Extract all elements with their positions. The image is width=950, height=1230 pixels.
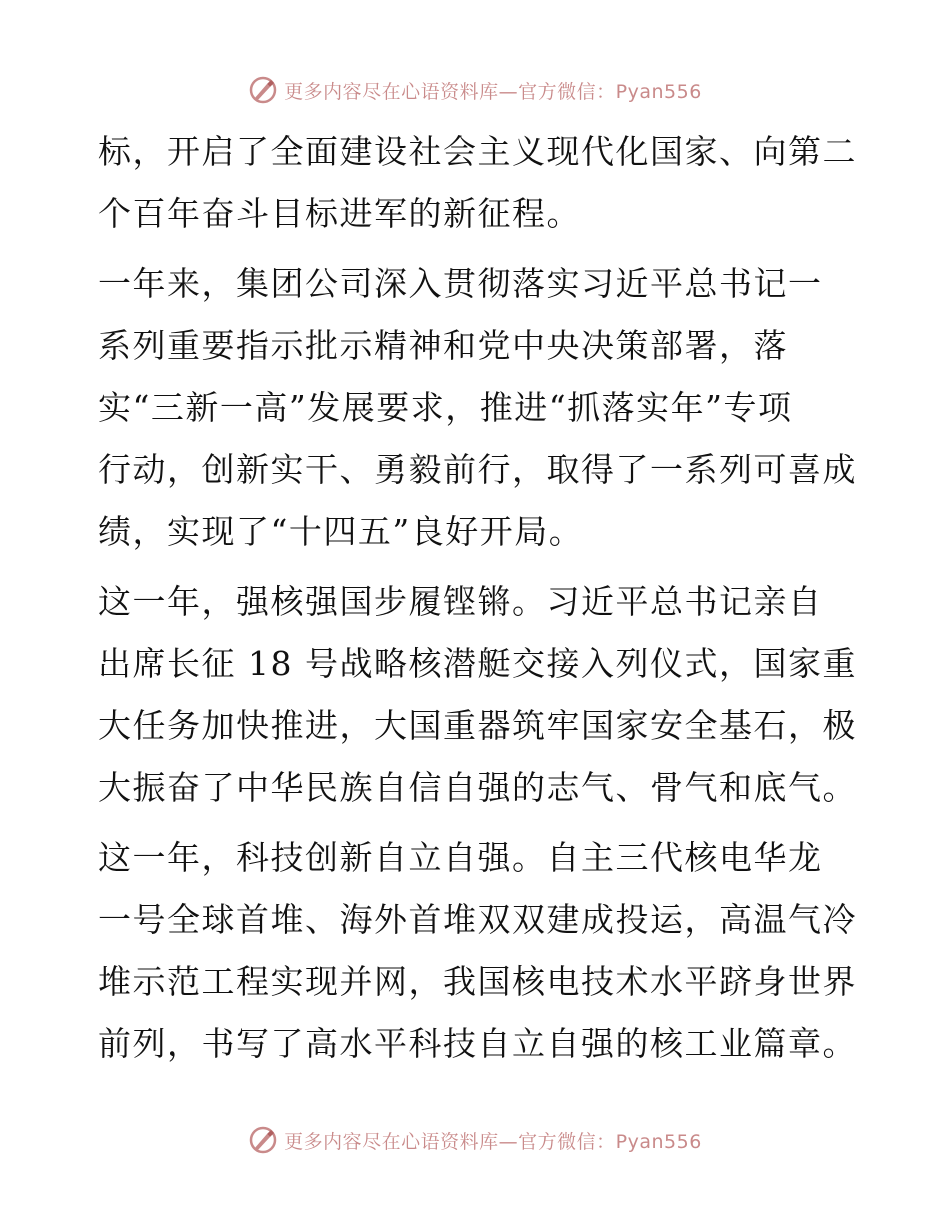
pen-logo-icon (248, 75, 278, 105)
paragraph (98, 121, 858, 245)
text-line: 前列，书写了高水平科技自立自强的核工业篇章。 (98, 1024, 857, 1063)
text-line: 出席长征 18 号战略核潜艇交接入列仪式，国家重 (98, 644, 857, 683)
document-body (98, 121, 858, 1075)
text-line: 标，开启了全面建设社会主义现代化国家、向第二 (98, 132, 857, 171)
text-line: 大任务加快推进，大国重器筑牢国家安全基石，极 (98, 706, 857, 745)
watermark-header (0, 70, 950, 110)
paragraph (98, 253, 858, 563)
text-line: 这一年，科技创新自立自强。自主三代核电华龙 (98, 838, 823, 877)
text-line: 一年来，集团公司深入贯彻落实习近平总书记一 (98, 264, 823, 303)
text-line: 实“三新一高”发展要求，推进“抓落实年”专项 (98, 388, 793, 427)
text-line: 大振奋了中华民族自信自强的志气、骨气和底气。 (98, 768, 857, 807)
watermark-text: 更多内容尽在心语资料库—官方微信：Pyan556 (284, 1130, 702, 1153)
text-line: 绩，实现了“十四五”良好开局。 (98, 512, 584, 551)
text-line: 个百年奋斗目标进军的新征程。 (98, 194, 581, 233)
text-line: 一号全球首堆、海外首堆双双建成投运，高温气冷 (98, 900, 857, 939)
paragraph (98, 827, 858, 1075)
text-line: 系列重要指示批示精神和党中央决策部署，落 (98, 326, 788, 365)
watermark-footer (0, 1120, 950, 1160)
text-line: 行动，创新实干、勇毅前行，取得了一系列可喜成 (98, 450, 857, 489)
paragraph (98, 571, 858, 819)
text-line: 这一年，强核强国步履铿锵。习近平总书记亲自 (98, 582, 823, 621)
pen-logo-icon (248, 1125, 278, 1155)
watermark-text: 更多内容尽在心语资料库—官方微信：Pyan556 (284, 80, 702, 103)
text-line: 堆示范工程实现并网，我国核电技术水平跻身世界 (98, 962, 857, 1001)
